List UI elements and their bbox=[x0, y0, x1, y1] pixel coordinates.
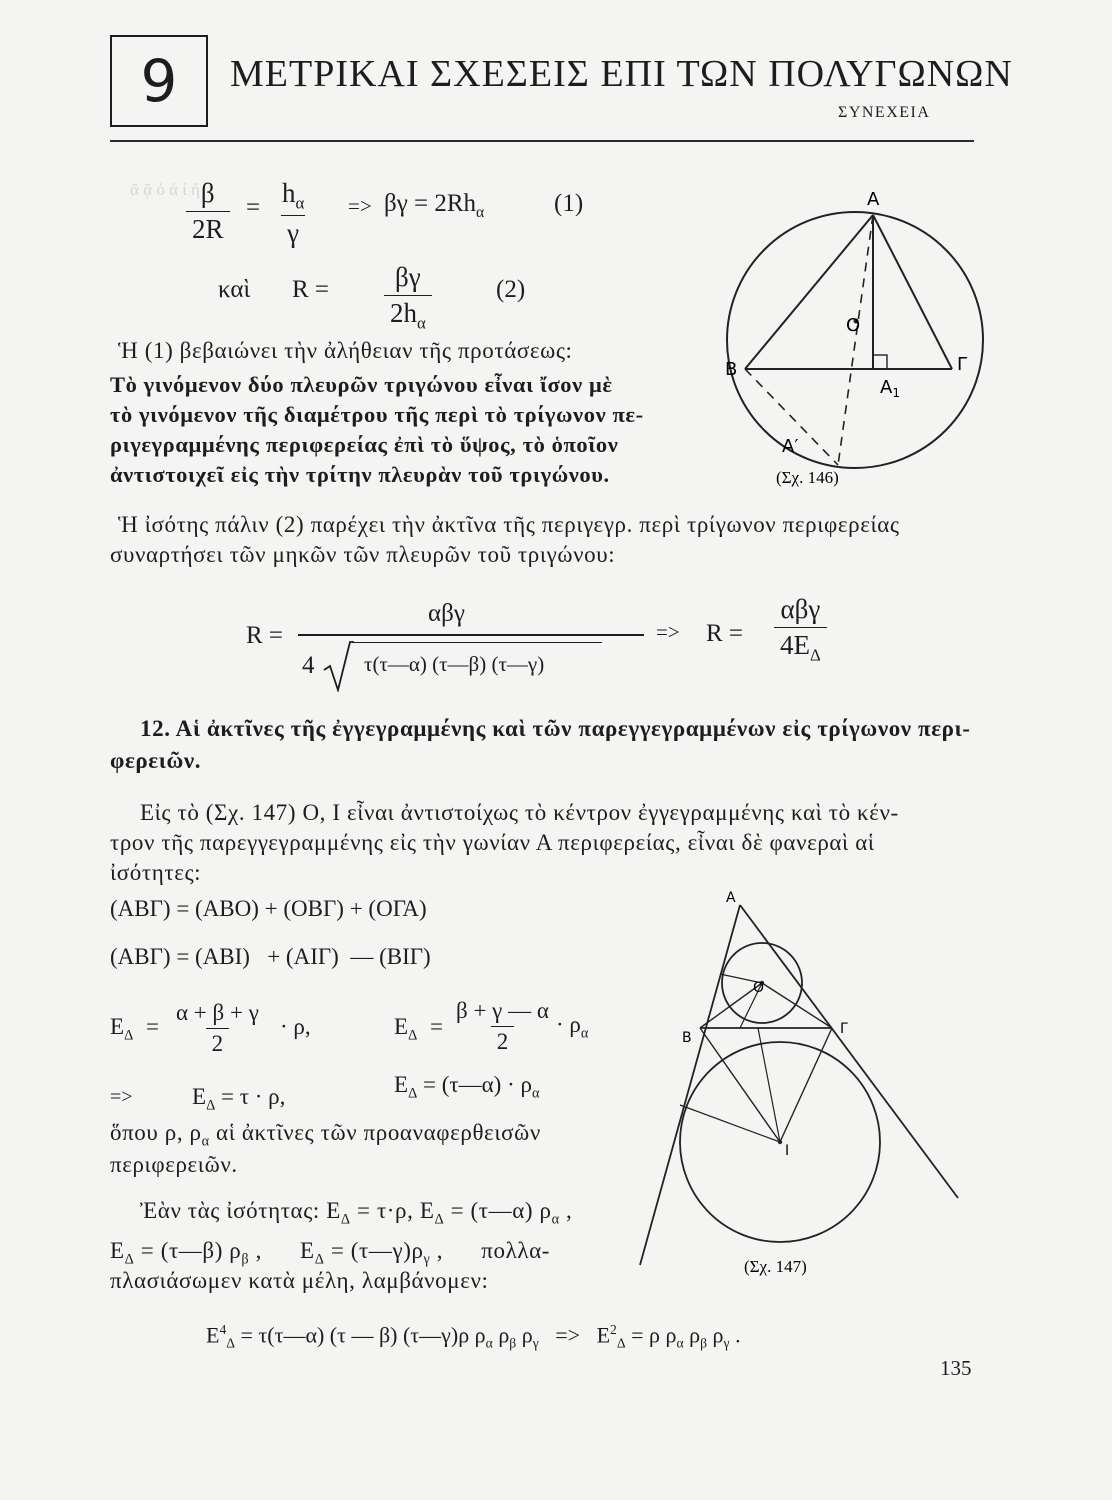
gamma-symbol: γ bbox=[281, 215, 305, 249]
sub: α bbox=[676, 1335, 684, 1351]
R-equals: R = bbox=[246, 622, 284, 649]
alpha-subscript: α bbox=[417, 313, 426, 333]
label-Gamma: Γ bbox=[840, 1021, 848, 1037]
sub: γ bbox=[532, 1335, 539, 1351]
ray-AG bbox=[740, 905, 958, 1198]
label-A: A bbox=[867, 189, 880, 210]
p5-sub: Δ bbox=[340, 1211, 351, 1228]
label-A: A bbox=[726, 890, 736, 906]
side-AB bbox=[745, 215, 873, 369]
figure-147-caption: (Σχ. 147) bbox=[744, 1257, 807, 1276]
r1-rest: = τ · ρ, bbox=[215, 1084, 286, 1109]
ray-AB bbox=[640, 905, 740, 1265]
E: E bbox=[206, 1322, 220, 1348]
sup: 4 bbox=[219, 1322, 227, 1337]
fraction-excircle bbox=[450, 998, 555, 1055]
equals-sign: = bbox=[430, 1014, 443, 1039]
p5-sub: Δ bbox=[314, 1251, 325, 1268]
formula-1-result bbox=[384, 190, 484, 222]
header-rule bbox=[110, 140, 974, 142]
E: E bbox=[192, 1084, 207, 1109]
rho: = ρ ρ bbox=[625, 1322, 677, 1348]
paragraph-2-line: Ἡ ἰσότης πάλιν (2) παρέχει τὴν ἀκτῖνα τῆς περιγεγρ. περὶ τρίγωνον περιφερείας bbox=[118, 512, 900, 537]
product: = τ(τ—α) (τ — β) (τ—γ)ρ ρ bbox=[235, 1322, 486, 1348]
theorem-line: Τὸ γινόμενον δύο πλευρῶν τριγώνου εἶναι ἴσον μὲ bbox=[110, 372, 613, 397]
paragraph-5-line2 bbox=[110, 1238, 550, 1269]
p5-text: = (τ—β) ρ bbox=[134, 1238, 242, 1263]
label-O: O bbox=[846, 315, 861, 336]
alpha-sub: α bbox=[580, 1025, 589, 1042]
paragraph-3-line: Εἰς τὸ (Σχ. 147) O, I εἶναι ἀντιστοίχως τὸ κέντρον ἐγγεγραμμένης καὶ τὸ κέν- bbox=[140, 800, 899, 825]
side-AG bbox=[873, 215, 952, 369]
label-A-prime: A′ bbox=[782, 436, 799, 457]
theorem-line: τὸ γινόμενον τῆς διαμέτρου τῆς περὶ τὸ τρίγωνον πε- bbox=[110, 402, 644, 427]
radius-excircle bbox=[758, 1028, 780, 1142]
sub: β bbox=[509, 1335, 517, 1351]
radical-sign bbox=[322, 640, 354, 692]
p5-sub: Δ bbox=[124, 1251, 135, 1268]
delta-sub: Δ bbox=[408, 1027, 418, 1044]
delta-sub: Δ bbox=[206, 1097, 216, 1114]
rho: ρ bbox=[516, 1322, 533, 1348]
para4-text: ὅπου ρ, ρ bbox=[110, 1120, 202, 1145]
fraction-abg-4E bbox=[774, 594, 827, 665]
fraction-beta-2R: $\frac{\beta}{2R}$ bbox=[186, 178, 230, 245]
chapter-title: ΜΕΤΡΙΚΑΙ ΣΧΕΣΕΙΣ ΕΠΙ ΤΩΝ ΠΟΛΥΓΩΝΩΝ bbox=[230, 53, 1013, 95]
R-equals: R = bbox=[292, 276, 330, 303]
p5-sub: Δ bbox=[434, 1211, 445, 1228]
denominator: 2 bbox=[206, 1028, 230, 1057]
result-text: βγ = 2Rh bbox=[384, 190, 477, 217]
circumcircle bbox=[727, 212, 983, 468]
center-I bbox=[778, 1140, 782, 1144]
right-angle-mark bbox=[873, 355, 887, 369]
label-A1 bbox=[880, 377, 900, 400]
fraction-bar bbox=[298, 634, 644, 636]
alpha-sub: α bbox=[531, 1085, 540, 1102]
p5-text: = τ·ρ, E bbox=[350, 1198, 435, 1223]
p5-text: Ἐὰν τὰς ἰσότητας: E bbox=[140, 1198, 341, 1223]
numerator: β + γ — α bbox=[456, 998, 549, 1023]
area-equality-2: (ΑΒΓ) = (ΑΒΙ) + (ΑΙΓ) — (ΒΙΓ) bbox=[110, 944, 431, 969]
para4-text: αἱ ἀκτῖνες τῶν προαναφερθεισῶν bbox=[209, 1120, 541, 1145]
equation-tag-1: (1) bbox=[554, 190, 584, 217]
paragraph-3-line: ἰσότητες: bbox=[110, 860, 202, 885]
r2-rest: = (τ—α) · ρ bbox=[417, 1072, 532, 1097]
label-I: I bbox=[785, 1143, 790, 1159]
final-formula bbox=[206, 1322, 741, 1352]
denominator: 2 bbox=[491, 1026, 515, 1055]
p5-text: E bbox=[110, 1238, 125, 1263]
4E: 4E bbox=[780, 630, 810, 660]
sub: Δ bbox=[616, 1335, 626, 1351]
label-O: O bbox=[753, 980, 765, 996]
implies-arrow: => bbox=[538, 1322, 597, 1348]
radius-excircle-2 bbox=[680, 1105, 780, 1142]
sub: γ bbox=[723, 1335, 730, 1351]
chapter-number-box bbox=[110, 35, 208, 127]
area-equality-1: (ΑΒΓ) = (ΑΒΟ) + (ΟΒΓ) + (ΟΓΑ) bbox=[110, 896, 427, 921]
alpha-subscript: α bbox=[295, 193, 305, 213]
sub: Δ bbox=[226, 1335, 236, 1351]
alpha-sub: α bbox=[201, 1133, 210, 1150]
paragraph-4-line: περιφερειῶν. bbox=[110, 1152, 238, 1177]
figure-146-caption: (Σχ. 146) bbox=[776, 468, 839, 487]
p5-text: = (τ—γ)ρ bbox=[324, 1238, 424, 1263]
fraction-h-gamma bbox=[276, 178, 310, 249]
p5-sub: β bbox=[241, 1251, 250, 1268]
implies-arrow: => bbox=[348, 194, 372, 218]
paragraph-2-line: συναρτήσει τῶν μηκῶν τῶν πλευρῶν τοῦ τριγώνου: bbox=[110, 542, 616, 567]
sub: β bbox=[700, 1335, 708, 1351]
p5-sub: α bbox=[551, 1211, 560, 1228]
R-equals: R = bbox=[706, 620, 744, 647]
sub: α bbox=[485, 1335, 493, 1351]
kai-word: καὶ bbox=[218, 276, 251, 303]
paragraph-1: Ἡ (1) βεβαιώνει τὴν ἀλήθειαν τῆς προτάσεως: bbox=[118, 338, 573, 363]
segment-BI bbox=[700, 1028, 780, 1142]
result-subscript: α bbox=[476, 204, 485, 221]
betagamma: βγ bbox=[395, 262, 421, 292]
section-title: 12. Αἱ ἀκτῖνες τῆς ἐγγεγραμμένης καὶ τῶν παρεγγεγραμμένων εἰς τρίγωνον περι- bbox=[140, 716, 971, 741]
rho: ρ bbox=[707, 1322, 724, 1348]
radicand: τ(τ—α) (τ—β) (τ—γ) bbox=[364, 652, 545, 676]
page-number: 135 bbox=[940, 1356, 972, 1380]
rho-tail: · ρ bbox=[556, 1012, 581, 1037]
p5-text: , E bbox=[249, 1238, 315, 1263]
delta-sub: Δ bbox=[124, 1027, 134, 1044]
equation-tag-2: (2) bbox=[496, 276, 526, 303]
label-Gamma: Γ bbox=[957, 354, 968, 375]
label-B: B bbox=[682, 1030, 692, 1046]
abg: αβγ bbox=[780, 594, 821, 624]
coefficient-4: 4 bbox=[302, 652, 315, 679]
diameter-AA-prime bbox=[838, 215, 873, 465]
rho-tail: · ρ, bbox=[280, 1014, 311, 1039]
h-symbol: h bbox=[282, 178, 296, 208]
period: . bbox=[729, 1322, 741, 1348]
delta-subscript: Δ bbox=[810, 645, 821, 665]
equals-sign: = bbox=[146, 1014, 159, 1039]
implies-arrow: => bbox=[656, 620, 680, 644]
section-title-cont: φερειῶν. bbox=[110, 748, 202, 773]
paragraph-3-line: τρον τῆς παρεγγεγραμμένης εἰς τὴν γωνίαν Α περιφερείας, εἶναι δὲ φανεραὶ αἱ bbox=[110, 830, 875, 855]
label-A1-base: A bbox=[880, 377, 893, 398]
E: E bbox=[394, 1014, 409, 1039]
fraction-semiperimeter bbox=[170, 1000, 265, 1057]
p5-text: , πολλα- bbox=[430, 1238, 550, 1263]
numerator: α + β + γ bbox=[176, 1000, 259, 1025]
E: E bbox=[596, 1322, 611, 1348]
label-B: B bbox=[725, 359, 738, 380]
implies-arrow: => bbox=[110, 1086, 133, 1108]
delta-sub: Δ bbox=[408, 1085, 418, 1102]
E: E bbox=[110, 1014, 125, 1039]
label-A1-sub: 1 bbox=[892, 386, 900, 400]
p5-sub: γ bbox=[423, 1251, 431, 1268]
p5-text: = (τ—α) ρ bbox=[444, 1198, 552, 1223]
figure-146 bbox=[690, 175, 990, 505]
rho: ρ bbox=[683, 1322, 701, 1348]
theorem-line: ἀντιστοιχεῖ εἰς τὴν τρίτην πλευρὰν τοῦ τριγώνου. bbox=[110, 462, 610, 487]
E: E bbox=[394, 1072, 409, 1097]
rho: ρ bbox=[492, 1322, 510, 1348]
chapter-number: 9 bbox=[140, 47, 178, 115]
paragraph-5-line1 bbox=[140, 1198, 572, 1229]
radical-vinculum bbox=[352, 642, 602, 643]
paragraph-5-line3: πλασιάσωμεν κατὰ μέλη, λαμβάνομεν: bbox=[110, 1268, 489, 1293]
fraction-betagamma-2h bbox=[384, 262, 432, 333]
2h: 2h bbox=[390, 298, 417, 328]
equals-sign: = bbox=[246, 194, 261, 221]
radical-numerator: αβγ bbox=[428, 600, 465, 627]
figure-147 bbox=[620, 880, 980, 1290]
chapter-subtitle: ΣΥΝΕΧΕΙΑ bbox=[838, 104, 931, 121]
theorem-line: ριγεγραμμένης περιφερείας ἐπὶ τὸ ὕψος, τὸ ὁποῖον bbox=[110, 432, 619, 457]
sup: 2 bbox=[610, 1322, 617, 1337]
p5-text: , bbox=[559, 1198, 573, 1223]
